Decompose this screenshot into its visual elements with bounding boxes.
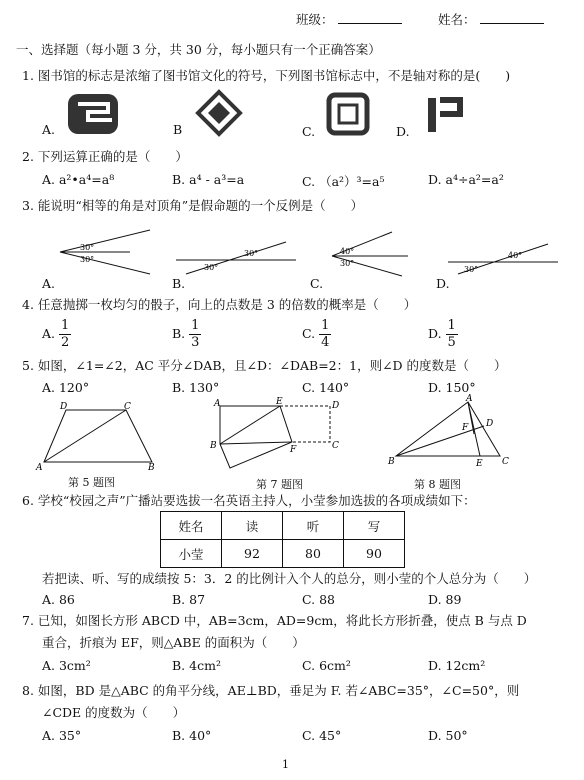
table-header: 姓名 (161, 512, 222, 540)
q7-opt-b[interactable]: B. 4cm² (172, 658, 221, 673)
svg-text:D: D (60, 402, 68, 412)
q8-opt-c[interactable]: C. 45° (302, 728, 342, 743)
q3-stem: 3. 能说明“相等的角是对顶角”是假命题的一个反例是（ ） (22, 198, 364, 213)
q7-stem2: 重合，折痕为 EF，则△ABE 的面积为（ ） (42, 635, 305, 650)
q3-fig-d (448, 238, 558, 276)
q6-opt-c[interactable]: C. 88 (302, 592, 335, 607)
svg-text:A: A (466, 394, 473, 404)
q1-opt-d[interactable]: D. (396, 124, 410, 139)
logo-b-icon (196, 90, 242, 136)
table-cell: 92 (222, 540, 283, 568)
fig7-caption: 第 7 题图 (256, 478, 303, 491)
q3-fig-c (312, 230, 422, 278)
q3-c-angle1: 40° (340, 247, 355, 256)
q1-stem: 1. 图书馆的标志是浓缩了图书馆文化的符号，下列图书馆标志中，不是轴对称的是( ) (22, 68, 511, 83)
q5-opt-a[interactable]: A. 120° (42, 380, 90, 395)
svg-text:B: B (388, 457, 395, 467)
q4-stem: 4. 任意抛掷一枚均匀的骰子，向上的点数是 3 的倍数的概率是（ ） (22, 297, 417, 312)
fig5-trapezoid (36, 400, 162, 473)
svg-text:B: B (148, 463, 155, 473)
q6-stem2: 若把读、听、写的成绩按 5：3．2 的比例计入个人的总分，则小莹的个人总分为（ ） (42, 571, 537, 586)
svg-text:E: E (276, 397, 283, 407)
q1-opt-a[interactable]: A. (42, 122, 56, 137)
q7-stem: 7. 已知，如图长方形 ABCD 中，AB=3cm，AD=9cm，将此长方形折叠，使点 B 与点 D (22, 613, 527, 628)
q3-opt-b[interactable]: B. (172, 276, 186, 291)
q4-opt-d[interactable]: D. $\frac{1}{5}$ (428, 318, 456, 350)
q6-score-table (160, 511, 405, 568)
q3-opt-d[interactable]: D. (436, 276, 450, 291)
q2-opt-c[interactable]: C. （a²）³=a⁵ (302, 174, 385, 189)
q7-opt-c[interactable]: C. 6cm² (302, 658, 351, 673)
class-label: 班级： (296, 12, 334, 27)
logo-c-icon (326, 92, 370, 136)
class-field (296, 10, 402, 28)
q7-opt-a[interactable]: A. 3cm² (42, 658, 91, 673)
q5-opt-d[interactable]: D. 150° (428, 380, 476, 395)
fig8-caption: 第 8 题图 (414, 478, 461, 491)
q3-c-angle2: 30° (340, 259, 355, 268)
q5-opt-c[interactable]: C. 140° (302, 380, 350, 395)
q7-opt-d[interactable]: D. 12cm² (428, 658, 486, 673)
table-row (161, 540, 405, 568)
page-number: 1 (282, 758, 289, 771)
svg-text:A: A (214, 399, 221, 409)
q1-opt-c[interactable]: C. (302, 124, 316, 139)
table-header: 读 (222, 512, 283, 540)
q8-stem: 8. 如图，BD 是△ABC 的角平分线，AE⊥BD，垂足为 F. 若∠ABC=35°，∠C=50°，则 (22, 683, 520, 698)
table-cell: 小莹 (161, 540, 222, 568)
svg-text:D: D (486, 419, 494, 429)
q6-opt-a[interactable]: A. 86 (42, 592, 75, 607)
q6-stem: 6. 学校“校园之声”广播站要选拔一名英语主持人，小莹参加选拔的各项成绩如下： (22, 493, 476, 508)
svg-text:C: C (124, 402, 131, 412)
svg-text:B: B (210, 441, 217, 451)
table-header: 听 (283, 512, 344, 540)
table-cell: 80 (283, 540, 344, 568)
svg-text:A: A (36, 463, 43, 473)
q2-opt-d[interactable]: D. a⁴÷a²=a² (428, 172, 504, 187)
table-cell: 90 (344, 540, 405, 568)
fig8-triangle (388, 394, 514, 469)
q4-opt-a[interactable]: A. $\frac{1}{2}$ (42, 318, 70, 350)
q5-stem: 5. 如图，∠1=∠2，AC 平分∠DAB，且∠D：∠DAB=2：1，则∠D 的度数是（ ） (22, 358, 507, 373)
q4-opt-b[interactable]: B. $\frac{1}{3}$ (172, 318, 200, 350)
q3-b-angle1: 30° (204, 263, 219, 272)
q8-opt-b[interactable]: B. 40° (172, 728, 212, 743)
q2-opt-b[interactable]: B. a⁴ - a³=a (172, 172, 245, 187)
name-blank[interactable] (480, 11, 544, 24)
q3-d-angle1: 30° (464, 265, 479, 274)
q6-opt-d[interactable]: D. 89 (428, 592, 462, 607)
q3-fig-a (40, 228, 160, 280)
svg-text:D: D (332, 401, 340, 411)
q3-fig-b (176, 236, 296, 276)
q5-opt-b[interactable]: B. 130° (172, 380, 220, 395)
q3-opt-a[interactable]: A. (42, 276, 56, 291)
fig7-rectangle (210, 397, 340, 476)
q4-opt-c[interactable]: C. $\frac{1}{4}$ (302, 318, 330, 350)
section-title: 一、选择题（每小题 3 分，共 30 分，每小题只有一个正确答案） (16, 42, 381, 57)
q3-a-angle2: 30° (80, 255, 95, 264)
logo-d-icon (420, 96, 466, 136)
q1-opt-b[interactable]: B (173, 122, 183, 137)
q3-b-angle2: 30° (244, 249, 259, 258)
class-blank[interactable] (338, 11, 402, 24)
q2-opt-a[interactable]: A. a²•a⁴=a⁸ (42, 172, 115, 187)
table-header-row (161, 512, 405, 540)
fig5-caption: 第 5 题图 (68, 476, 115, 489)
name-label: 姓名： (438, 12, 476, 27)
q8-opt-d[interactable]: D. 50° (428, 728, 468, 743)
table-header: 写 (344, 512, 405, 540)
q6-opt-b[interactable]: B. 87 (172, 592, 206, 607)
q2-stem: 2. 下列运算正确的是（ ） (22, 149, 188, 164)
svg-text:C: C (502, 457, 509, 467)
svg-text:F: F (462, 423, 469, 433)
logo-a-icon (66, 92, 120, 136)
q8-stem2: ∠CDE 的度数为（ ） (42, 705, 186, 720)
svg-text:F: F (290, 445, 297, 455)
q8-opt-a[interactable]: A. 35° (42, 728, 82, 743)
name-field (438, 10, 544, 28)
q3-d-angle2: 40° (508, 251, 523, 260)
q3-opt-c[interactable]: C. (310, 276, 324, 291)
q3-a-angle1: 30° (80, 243, 95, 252)
svg-text:E: E (476, 459, 483, 469)
svg-text:C: C (332, 441, 339, 451)
